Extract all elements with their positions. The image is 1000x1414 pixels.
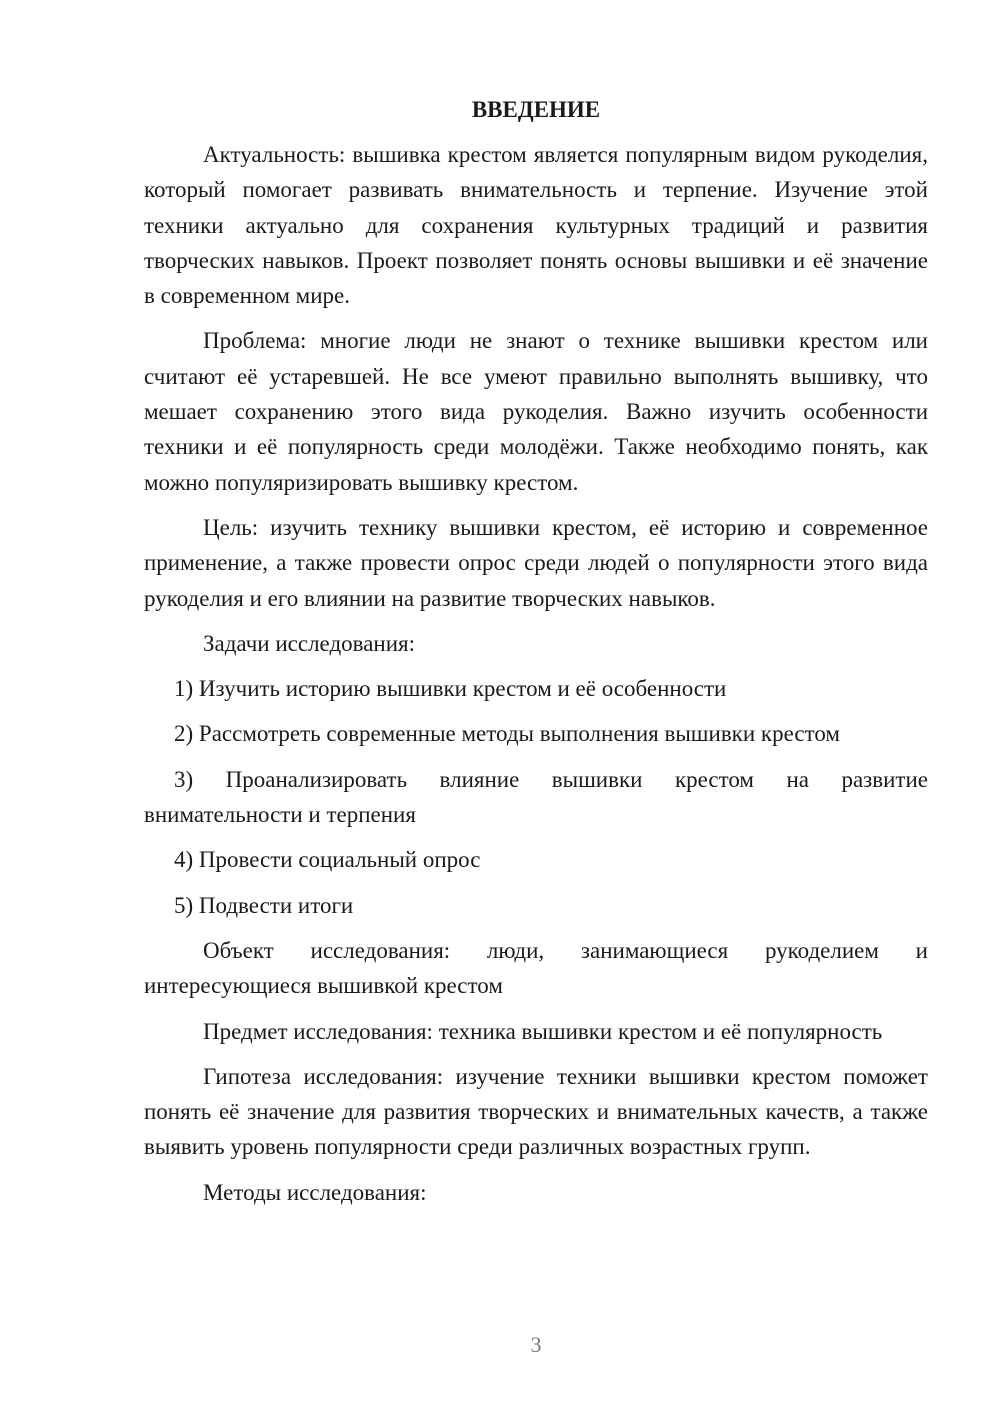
task-item-1: 1) Изучить историю вышивки крестом и её особенности — [174, 676, 727, 702]
paragraph-problem: Проблема: многие люди не знают о технике вышивки крестом или считают её устаревшей. Не все умеют правильно выполнять вышивку, что мешает сохранению этого вида рукоделия. Важно изучить особенности техники и её популярность среди молодёжи. Также необходимо понять, как можно популяризировать вышивку крестом. — [144, 328, 928, 495]
page-content — [144, 92, 928, 1220]
page-number: 3 — [530, 1332, 542, 1357]
task-item-2: 2) Рассмотреть современные методы выполнения вышивки крестом — [174, 721, 840, 747]
paragraph-relevance: Актуальность: вышивка крестом является популярным видом рукоделия, который помогает развивать внимательность и терпение. Изучение этой техники актуально для сохранения культурных традиций и развития творческих навыков. Проект позволяет понять основы вышивки и её значение в современном мире. — [144, 142, 928, 309]
task-item-5: 5) Подвести итоги — [174, 892, 354, 918]
paragraph-subject: Предмет исследования: техника вышивки крестом и её популярность — [203, 1018, 883, 1044]
methods-heading: Методы исследования: — [203, 1179, 427, 1205]
task-item-4: 4) Провести социальный опрос — [174, 847, 481, 873]
tasks-heading: Задачи исследования: — [203, 630, 416, 656]
paragraph-goal: Цель: изучить технику вышивки крестом, её историю и современное применение, а также провести опрос среди людей о популярности этого вида рукоделия и его влиянии на развитие творческих навыков. — [144, 514, 928, 611]
paragraph-object: Объект исследования: люди, занимающиеся рукоделием и интересующиеся вышивкой крестом — [144, 937, 928, 999]
section-title: ВВЕДЕНИЕ — [471, 97, 601, 122]
task-item-3: 3) Проанализировать влияние вышивки крестом на развитие внимательности и терпения — [144, 766, 928, 828]
paragraph-hypothesis: Гипотеза исследования: изучение техники вышивки крестом поможет понять её значение для развития творческих и внимательных качеств, а также выявить уровень популярности среди различных возрастных групп. — [144, 1063, 928, 1160]
